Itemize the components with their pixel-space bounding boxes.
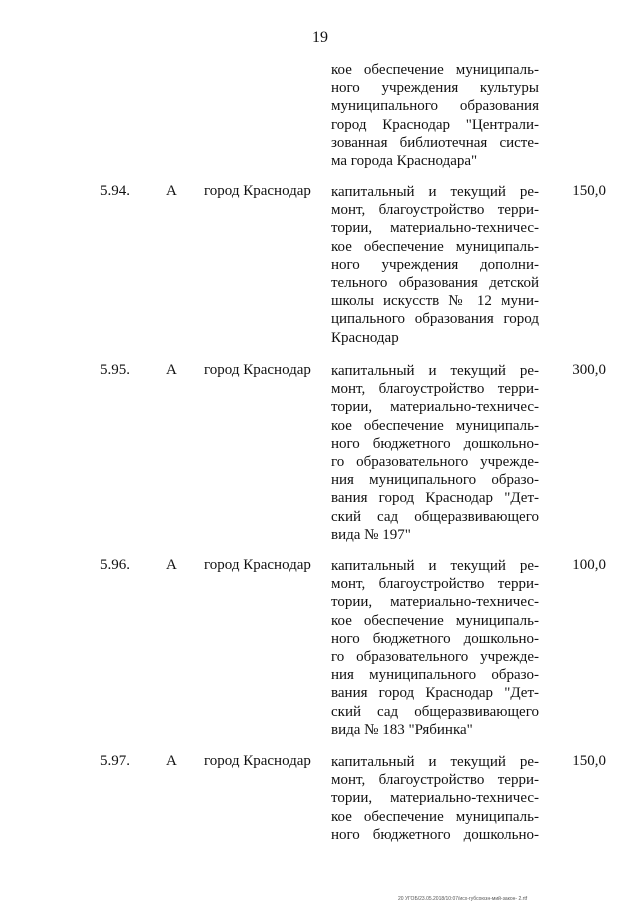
row-city: город Краснодар <box>204 753 311 769</box>
row-letter: А <box>166 557 177 573</box>
row-city: город Краснодар <box>204 183 311 199</box>
row-letter: А <box>166 183 177 199</box>
text-line: тории, материально-техничес- <box>331 399 539 416</box>
continued-description <box>331 61 539 170</box>
text-line: тории, материально-техничес- <box>331 220 539 237</box>
text-line: монт, благоустройство терри- <box>331 202 539 219</box>
row-number: 5.97. <box>100 753 130 769</box>
text-line: монт, благоустройство терри- <box>331 576 539 593</box>
text-line: вания город Краснодар "Дет- <box>331 685 539 702</box>
footer-file-path: 20 УГОБ/23.05.2018/10:07/исх-губсоюзн-мий-закон- 2.rtf <box>398 896 528 902</box>
text-line: зованная библиотечная систе- <box>331 134 539 151</box>
text-line: монт, благоустройство терри- <box>331 772 539 789</box>
text-line: вида № 197" <box>331 526 411 543</box>
text-line: тории, материально-техничес- <box>331 790 539 807</box>
row-amount: 150,0 <box>572 183 606 199</box>
row-description <box>331 753 539 844</box>
text-line: кое обеспечение муниципаль- <box>331 808 539 825</box>
text-line: ния муниципального образо- <box>331 667 539 684</box>
text-line: кое обеспечение муниципаль- <box>331 62 539 78</box>
text-line: капитальный и текущий ре- <box>331 558 539 574</box>
row-letter: А <box>166 753 177 769</box>
row-amount: 150,0 <box>572 753 606 769</box>
text-line: ного учреждения дополни- <box>331 256 539 273</box>
text-line: ного учреждения культуры <box>331 80 539 97</box>
text-line: город Краснодар "Централи- <box>331 116 539 133</box>
row-amount: 300,0 <box>572 362 606 378</box>
row-description <box>331 362 539 544</box>
text-line: ного бюджетного дошкольно- <box>331 630 539 647</box>
text-line: школы искусств № 12 муни- <box>331 293 539 310</box>
text-line: кое обеспечение муниципаль- <box>331 612 539 629</box>
text-line: кое обеспечение муниципаль- <box>331 417 539 434</box>
text-line: вания город Краснодар "Дет- <box>331 490 539 507</box>
text-line: вида № 183 "Рябинка" <box>331 721 473 738</box>
text-line: муниципального образования <box>331 98 539 115</box>
row-letter: А <box>166 362 177 378</box>
text-line: ного бюджетного дошкольно- <box>331 826 539 843</box>
text-line: тории, материально-техничес- <box>331 594 539 611</box>
text-line: ципального образования город <box>331 311 539 328</box>
row-number: 5.95. <box>100 362 130 378</box>
text-line: капитальный и текущий ре- <box>331 363 539 379</box>
row-number: 5.94. <box>100 183 130 199</box>
row-city: город Краснодар <box>204 557 311 573</box>
text-line: кое обеспечение муниципаль- <box>331 238 539 255</box>
text-line: ский сад общеразвивающего <box>331 508 539 525</box>
text-line: го образовательного учрежде- <box>331 649 539 666</box>
row-city: город Краснодар <box>204 362 311 378</box>
text-line: ма города Краснодара" <box>331 153 478 170</box>
row-description <box>331 557 539 739</box>
text-line: тельного образования детской <box>331 275 539 292</box>
text-line: монт, благоустройство терри- <box>331 381 539 398</box>
page-number: 19 <box>312 29 328 46</box>
row-number: 5.96. <box>100 557 130 573</box>
text-line: го образовательного учрежде- <box>331 454 539 471</box>
text-line: капитальный и текущий ре- <box>331 184 539 200</box>
row-description <box>331 183 539 347</box>
text-line: ния муниципального образо- <box>331 472 539 489</box>
text-line: капитальный и текущий ре- <box>331 754 539 770</box>
text-line: Краснодар <box>331 329 399 346</box>
text-line: ский сад общеразвивающего <box>331 703 539 720</box>
row-amount: 100,0 <box>572 557 606 573</box>
text-line: ного бюджетного дошкольно- <box>331 435 539 452</box>
